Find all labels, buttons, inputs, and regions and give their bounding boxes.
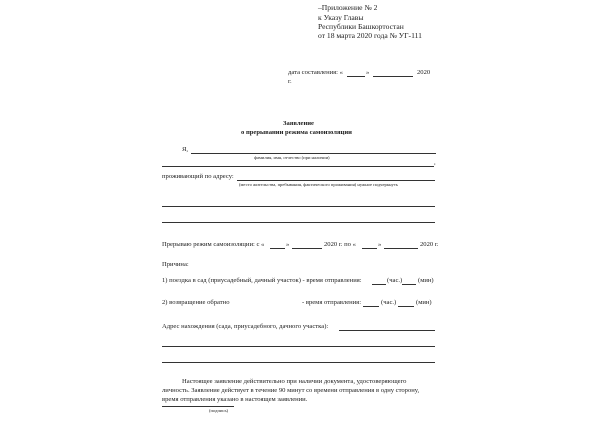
compile-date-close-quote: » (366, 69, 370, 76)
reason1-hour-unit: (час.) (387, 277, 403, 284)
interrupt-label: Прерываю режим самоизоляции: с « (162, 241, 265, 248)
from-month-field[interactable] (292, 248, 322, 249)
decree-line: к Указу Главы (318, 13, 364, 22)
reason-item-2: 2) возвращение обратно (162, 299, 230, 306)
compile-day-field[interactable] (347, 76, 365, 77)
compile-year-suffix: г. (288, 78, 292, 85)
compile-year: 2020 (417, 69, 431, 76)
decree-date-line: от 18 марта 2020 года № УГ-111 (318, 31, 422, 40)
republic-line: Республики Башкортостан (318, 22, 404, 31)
to-close-quote: » (378, 241, 382, 248)
location-label: Адрес нахождения (сада, приусадебного, дачного участка): (162, 323, 329, 330)
reason2-hour-field[interactable] (363, 306, 379, 307)
from-close-quote: » (286, 241, 290, 248)
to-day-field[interactable] (362, 248, 377, 249)
fio-hint: фамилия, имя, отчество (при наличии) (254, 155, 330, 160)
footer-line-3: время отправления указано в настоящем заявлении. (162, 396, 308, 403)
interrupt-year1: 2020 г. по « (324, 241, 356, 248)
compile-month-field[interactable] (373, 76, 413, 77)
reason1-minute-unit: (мин) (418, 277, 434, 284)
fio-comma: , (434, 159, 436, 166)
appendix-line: –Приложение № 2 (318, 3, 378, 12)
location-field[interactable] (339, 330, 435, 331)
reason2-minute-unit: (мин) (416, 299, 432, 306)
from-day-field[interactable] (270, 248, 285, 249)
to-month-field[interactable] (384, 248, 418, 249)
footer-line-1: Настоящее заявление действительно при наличии документа, удостоверяющего (182, 378, 407, 385)
location-line-3[interactable] (162, 362, 435, 363)
fio-field[interactable] (191, 153, 436, 154)
address-line-2[interactable] (162, 206, 435, 207)
address-line-3[interactable] (162, 222, 435, 223)
location-line-2[interactable] (162, 346, 435, 347)
address-field[interactable] (237, 180, 435, 181)
fio-field-continued[interactable] (162, 166, 434, 167)
compile-date-label: дата составления: « (288, 69, 343, 76)
reason2-time-label: - время отправления: (302, 299, 362, 306)
address-hint: (место жительства, пребывания, фактического проживания) нужное подчеркнуть (239, 182, 398, 187)
document-title: Заявление (283, 120, 314, 127)
reason2-minute-field[interactable] (398, 306, 414, 307)
signature-field[interactable] (162, 406, 234, 407)
signature-hint: (подпись) (209, 408, 229, 413)
applicant-i-label: Я, (182, 146, 189, 153)
reason1-minute-field[interactable] (402, 284, 416, 285)
reason-item-1: 1) поездка в сад (приусадебный, дачный участок) - время отправления: (162, 277, 362, 284)
reason-label: Причина: (162, 261, 189, 268)
footer-line-2: личность. Заявление действует в течение 90 минут со времени отправления в одну сторону, (162, 387, 420, 394)
interrupt-year2: 2020 г. (420, 241, 439, 248)
reason1-hour-field[interactable] (372, 284, 386, 285)
document-subtitle: о прерывании режима самоизоляции (241, 129, 352, 136)
residing-label: проживающий по адресу: (162, 173, 234, 180)
reason2-hour-unit: (час.) (381, 299, 397, 306)
